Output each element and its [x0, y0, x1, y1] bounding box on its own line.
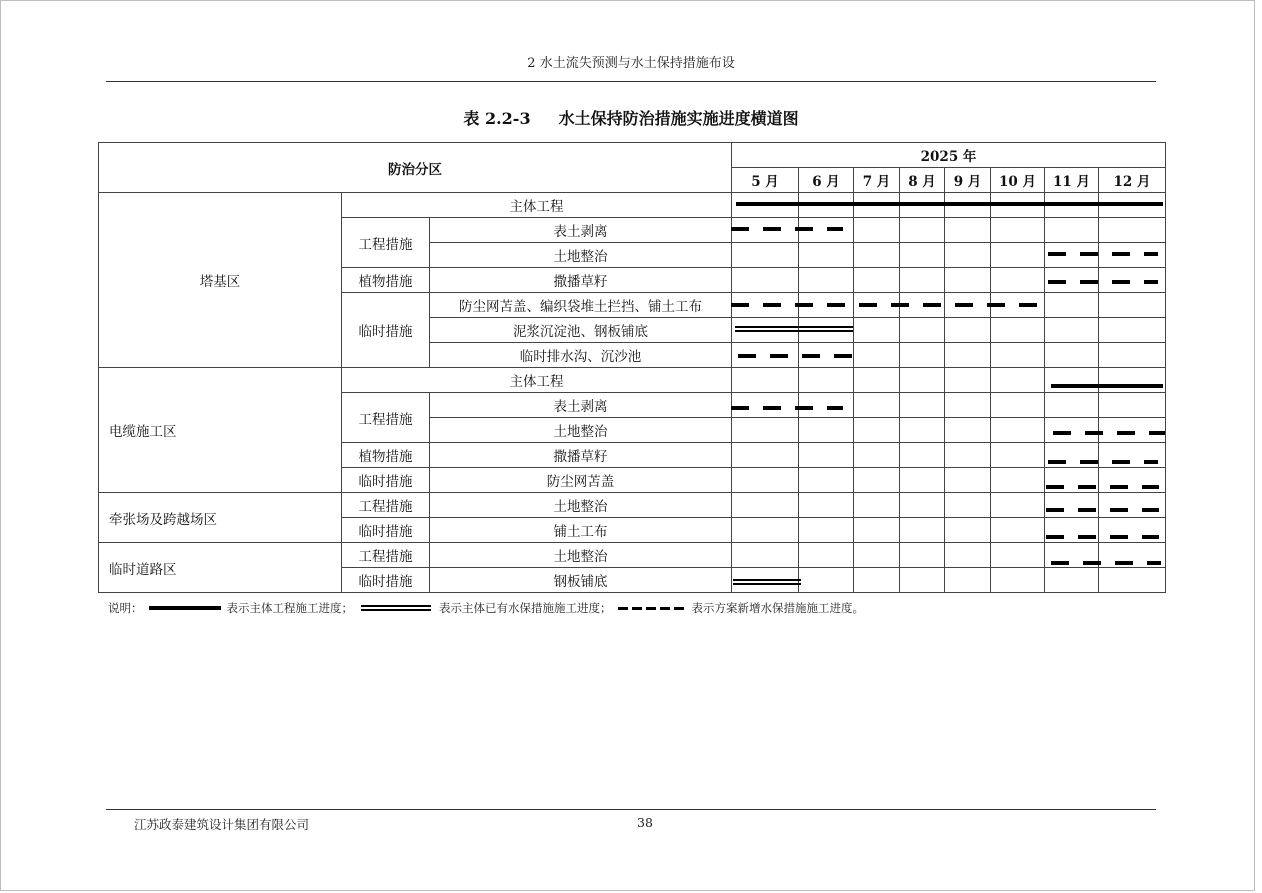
note-prefix: 说明：	[108, 601, 143, 615]
footer-rule	[106, 809, 1156, 810]
table-title: 水土保持防治措施实施进度横道图	[558, 109, 799, 128]
measure-cell: 铺土工布	[430, 518, 732, 543]
measure-cell: 防尘网苫盖	[430, 468, 732, 493]
legend-solid-line	[149, 606, 221, 610]
schedule-bar	[1048, 460, 1158, 464]
schedule-bar	[731, 227, 843, 231]
legend-dash-line	[618, 607, 688, 610]
category-cell: 临时措施	[342, 568, 430, 593]
schedule-bar	[735, 326, 853, 332]
category-cell: 植物措施	[342, 443, 430, 468]
schedule-bar	[1051, 384, 1163, 388]
schedule-bar	[1051, 561, 1161, 565]
month-header: 11 月	[1045, 168, 1099, 193]
schedule-bar	[731, 303, 1048, 307]
month-header: 8 月	[900, 168, 945, 193]
measure-cell: 临时排水沟、沉沙池	[430, 343, 732, 368]
month-header: 12 月	[1099, 168, 1166, 193]
schedule-bar	[1046, 508, 1159, 512]
schedule-bar	[1048, 252, 1158, 256]
zone-cell: 牵张场及跨越场区	[99, 493, 342, 543]
category-cell: 植物措施	[342, 268, 430, 293]
schedule-bar	[731, 406, 843, 410]
category-cell: 临时措施	[342, 468, 430, 493]
measure-cell: 泥浆沉淀池、钢板铺底	[430, 318, 732, 343]
month-header: 6 月	[799, 168, 854, 193]
measure-cell: 钢板铺底	[430, 568, 732, 593]
schedule-bars	[731, 0, 1165, 893]
category-cell: 临时措施	[342, 293, 430, 368]
measure-cell: 主体工程	[342, 368, 732, 393]
category-cell: 临时措施	[342, 518, 430, 543]
note-solid-text: 表示主体工程施工进度；	[226, 601, 353, 615]
footer-company: 江苏政泰建筑设计集团有限公司	[134, 817, 310, 832]
category-cell: 工程措施	[342, 393, 430, 443]
legend-double-line	[361, 605, 431, 611]
note-dash-text: 表示方案新增水保措施施工进度。	[691, 601, 864, 615]
schedule-bar	[1046, 485, 1159, 489]
measure-cell: 表土剥离	[430, 393, 732, 418]
category-cell: 工程措施	[342, 493, 430, 518]
running-header: 2 水土流失预测与水土保持措施布设	[527, 56, 735, 71]
zone-cell: 临时道路区	[99, 543, 342, 593]
measure-cell: 土地整治	[430, 418, 732, 443]
schedule-bar	[733, 579, 801, 585]
schedule-bar	[1048, 280, 1158, 284]
schedule-bar	[738, 354, 852, 358]
month-header: 7 月	[854, 168, 900, 193]
category-cell: 工程措施	[342, 218, 430, 268]
zone-header: 防治分区	[99, 143, 732, 193]
month-header: 5 月	[732, 168, 799, 193]
measure-cell: 土地整治	[430, 243, 732, 268]
measure-cell: 防尘网苫盖、编织袋堆土拦挡、铺土工布	[430, 293, 732, 318]
month-header: 10 月	[991, 168, 1045, 193]
schedule-bar	[736, 202, 1163, 206]
measure-cell: 表土剥离	[430, 218, 732, 243]
measure-cell: 撒播草籽	[430, 268, 732, 293]
zone-cell: 塔基区	[99, 193, 342, 368]
measure-cell: 主体工程	[342, 193, 732, 218]
measure-cell: 撒播草籽	[430, 443, 732, 468]
category-cell: 工程措施	[342, 543, 430, 568]
zone-cell: 电缆施工区	[99, 368, 342, 493]
page-number: 38	[637, 815, 653, 830]
measure-cell: 土地整治	[430, 543, 732, 568]
year-header: 2025 年	[732, 143, 1166, 168]
measure-cell: 土地整治	[430, 493, 732, 518]
month-header: 9 月	[945, 168, 991, 193]
schedule-bar	[1046, 535, 1159, 539]
legend-note	[108, 600, 864, 616]
note-double-text: 表示主体已有水保措施施工进度；	[439, 601, 612, 615]
schedule-bar	[1053, 431, 1165, 435]
table-number: 表 2.2-3	[463, 109, 531, 128]
